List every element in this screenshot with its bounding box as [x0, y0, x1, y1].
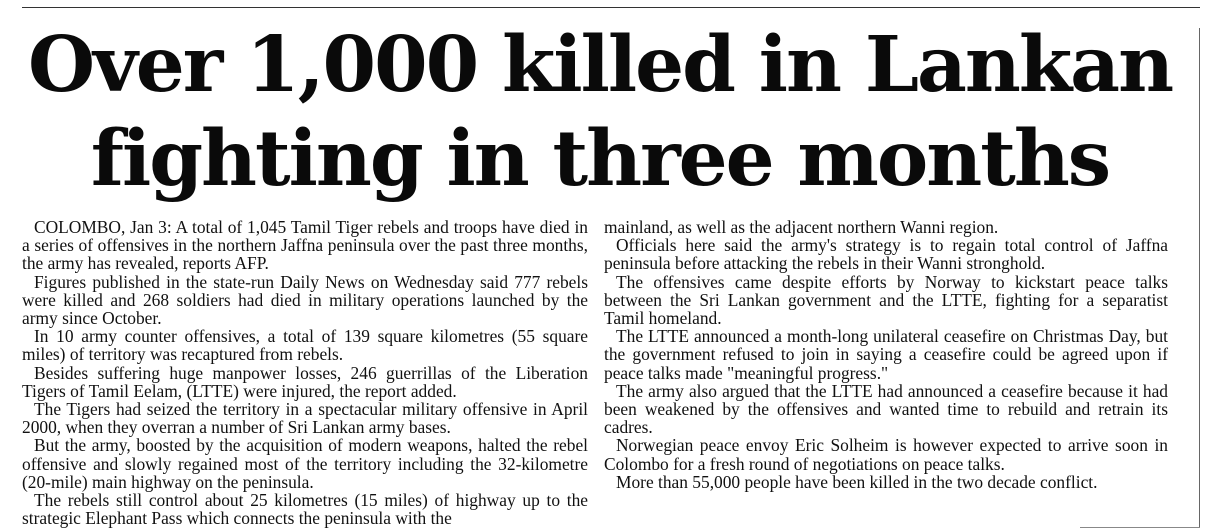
paragraph: Besides suffering huge manpower losses, 246 guerrillas of the Liberation Tigers of Tamil Eelam, (LTTE) were injured, the report added.	[22, 362, 588, 401]
paragraph: Officials here said the army's strategy is to regain total control of Jaffna peninsula before attacking the rebels in their Wanni stronghold.	[604, 235, 1168, 274]
headline-line-2: fighting in three months	[90, 114, 1110, 204]
right-border-rule	[1199, 28, 1200, 528]
paragraph: The rebels still control about 25 kilometres (15 miles) of highway up to the strategic Elephant Pass which connects the peninsula with the	[22, 490, 588, 529]
paragraph: The Tigers had seized the territory in a spectacular military offensive in April 2000, when they overran a number of Sri Lankan army bases.	[22, 399, 588, 438]
paragraph: Figures published in the state-run Daily News on Wednesday said 777 rebels were killed and 268 soldiers had died in military operations launched by the army since October.	[22, 271, 588, 329]
paragraph: But the army, boosted by the acquisition of modern weapons, halted the rebel offensive and slowly regained most of the territory including the 32-kilometre (20-mile) main highway on the peninsula.	[22, 435, 588, 492]
paragraph: Norwegian peace envoy Eric Solheim is however expected to arrive soon in Colombo for a fresh round of negotiations on peace talks.	[604, 435, 1168, 474]
paragraph: The LTTE announced a month-long unilateral ceasefire on Christmas Day, but the government refused to join in saying a ceasefire could be agreed upon if peace talks made "meaningful progress."	[604, 326, 1168, 383]
top-border-rule	[22, 7, 1200, 8]
headline	[20, 18, 1180, 206]
article-column-left	[22, 218, 588, 527]
paragraph-continuation: mainland, as well as the adjacent northern Wanni region.	[604, 217, 999, 237]
article-column-right	[604, 218, 1168, 491]
paragraph: The offensives came despite efforts by Norway to kickstart peace talks between the Sri Lankan government and the LTTE, fighting for a separatist Tamil homeland.	[604, 271, 1168, 329]
paragraph: In 10 army counter offensives, a total of 139 square kilometres (55 square miles) of territory was recaptured from rebels.	[22, 326, 588, 365]
headline-line-1: Over 1,000 killed in Lankan	[27, 20, 1173, 110]
paragraph: More than 55,000 people have been killed in the two decade conflict.	[616, 471, 1098, 492]
bottom-border-rule	[1080, 527, 1200, 528]
paragraph-dateline: COLOMBO, Jan 3: A total of 1,045 Tamil Tiger rebels and troops have died in a series of offensives in the northern Jaffna peninsula over the past three months, the army has revealed, reports AFP.	[22, 217, 588, 274]
paragraph: The army also argued that the LTTE had announced a ceasefire because it had been weakened by the offensives and wanted time to rebuild and retrain its cadres.	[604, 380, 1168, 438]
